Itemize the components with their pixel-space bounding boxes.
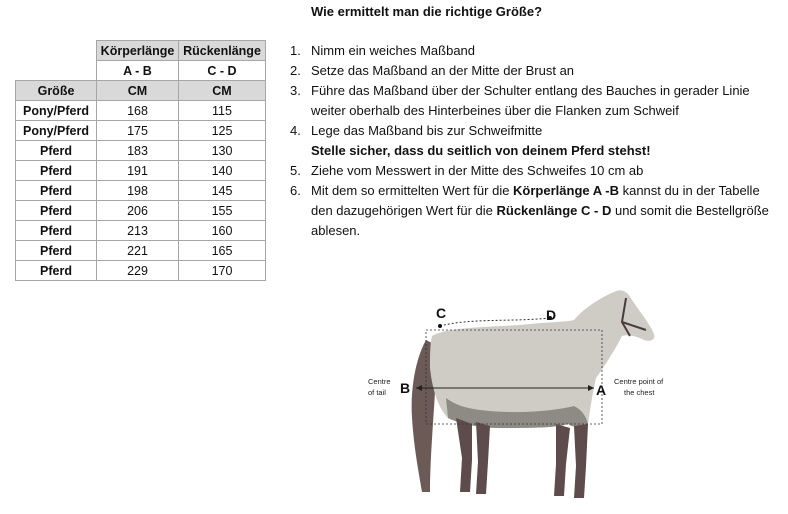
step-number: 3.: [290, 83, 301, 98]
size-table: [15, 40, 266, 281]
cell-size: Pferd: [16, 181, 97, 201]
cell-size: Pony/Pferd: [16, 101, 97, 121]
point-c-marker: [438, 324, 442, 328]
cell-koerperlaenge: 229: [97, 261, 179, 281]
cell-koerperlaenge: 168: [97, 101, 179, 121]
cell-rueckenlaenge: 160: [179, 221, 266, 241]
unit-rueckenlaenge: CM: [179, 81, 266, 101]
cell-koerperlaenge: 183: [97, 141, 179, 161]
cell-size: Pferd: [16, 261, 97, 281]
cell-koerperlaenge: 221: [97, 241, 179, 261]
table-subheader-empty: [16, 61, 97, 81]
step-text: Lege das Maßband bis zur Schweifmitte: [311, 123, 543, 138]
table-row: [16, 201, 266, 221]
label-a: A: [596, 382, 607, 398]
cell-rueckenlaenge: 165: [179, 241, 266, 261]
header-rueckenlaenge: Rückenlänge: [179, 41, 266, 61]
instructions-list: [290, 41, 785, 241]
step-bold-rueckenlaenge: Rückenlänge C - D: [496, 203, 612, 218]
table-subheader-row: [16, 61, 266, 81]
instructions-title: Wie ermittelt man die richtige Größe?: [311, 4, 543, 19]
step-text-continued: weiter oberhalb des Hinterbeines über die Flanken zum Schweif: [311, 103, 679, 118]
table-row: [16, 181, 266, 201]
table-header-empty: [16, 41, 97, 61]
cell-rueckenlaenge: 155: [179, 201, 266, 221]
cell-rueckenlaenge: 130: [179, 141, 266, 161]
table-unit-row: [16, 81, 266, 101]
cell-rueckenlaenge: 145: [179, 181, 266, 201]
cell-size: Pferd: [16, 161, 97, 181]
cell-size: Pferd: [16, 241, 97, 261]
step-text: ablesen.: [311, 223, 361, 238]
instruction-step: [290, 161, 785, 181]
cell-rueckenlaenge: 125: [179, 121, 266, 141]
header-koerperlaenge: Körperlänge: [97, 41, 179, 61]
instruction-step: [290, 121, 785, 161]
subheader-rueckenlaenge: C - D: [179, 61, 266, 81]
table-row: [16, 161, 266, 181]
table-row: [16, 261, 266, 281]
subheader-koerperlaenge: A - B: [97, 61, 179, 81]
table-header-row: [16, 41, 266, 61]
step-number: 6.: [290, 183, 301, 198]
table-row: [16, 121, 266, 141]
table-row: [16, 101, 266, 121]
step-text: und somit die Bestellgröße: [611, 203, 769, 218]
cell-koerperlaenge: 206: [97, 201, 179, 221]
step-warning-note: Stelle sicher, dass du seitlich von deinem Pferd stehst!: [311, 143, 651, 158]
step-text: kannst du in der Tabelle: [618, 183, 760, 198]
caption-centre-of-chest-2: the chest: [624, 388, 655, 397]
step-bold-koerperlaenge: Körperlänge A -B: [513, 183, 619, 198]
table-row: [16, 141, 266, 161]
cell-koerperlaenge: 198: [97, 181, 179, 201]
instruction-step: [290, 81, 785, 121]
step-number: 4.: [290, 123, 301, 138]
step-text: Ziehe vom Messwert in der Mitte des Schweifes 10 cm ab: [311, 163, 644, 178]
cell-rueckenlaenge: 115: [179, 101, 266, 121]
instruction-step: [290, 41, 785, 61]
cell-size: Pferd: [16, 201, 97, 221]
caption-centre-of-tail-2: of tail: [368, 388, 386, 397]
cell-size: Pferd: [16, 221, 97, 241]
instruction-step: [290, 181, 785, 241]
step-text: Mit dem so ermittelten Wert für die: [311, 183, 514, 198]
cell-koerperlaenge: 191: [97, 161, 179, 181]
step-text: den dazugehörigen Wert für die: [311, 203, 497, 218]
table-row: [16, 221, 266, 241]
step-number: 5.: [290, 163, 301, 178]
cell-size: Pony/Pferd: [16, 121, 97, 141]
step-number: 2.: [290, 63, 301, 78]
cell-size: Pferd: [16, 141, 97, 161]
cell-koerperlaenge: 175: [97, 121, 179, 141]
step-text: Setze das Maßband an der Mitte der Brust an: [311, 63, 575, 78]
horse-legs: [456, 418, 588, 498]
table-row: [16, 241, 266, 261]
horse-measurement-figure: [360, 278, 690, 512]
instruction-step: [290, 61, 785, 81]
label-b: B: [400, 380, 411, 396]
label-d: D: [546, 307, 557, 323]
unit-koerperlaenge: CM: [97, 81, 179, 101]
header-size: Größe: [16, 81, 97, 101]
step-text: Nimm ein weiches Maßband: [311, 43, 476, 58]
step-number: 1.: [290, 43, 301, 58]
cell-rueckenlaenge: 170: [179, 261, 266, 281]
label-c: C: [436, 305, 447, 321]
caption-centre-of-tail-1: Centre: [368, 377, 391, 386]
caption-centre-of-chest-1: Centre point of: [614, 377, 664, 386]
cell-rueckenlaenge: 140: [179, 161, 266, 181]
step-text: Führe das Maßband über der Schulter entlang des Bauches in gerader Linie: [311, 83, 750, 98]
horse-illustration: [360, 278, 690, 512]
cell-koerperlaenge: 213: [97, 221, 179, 241]
